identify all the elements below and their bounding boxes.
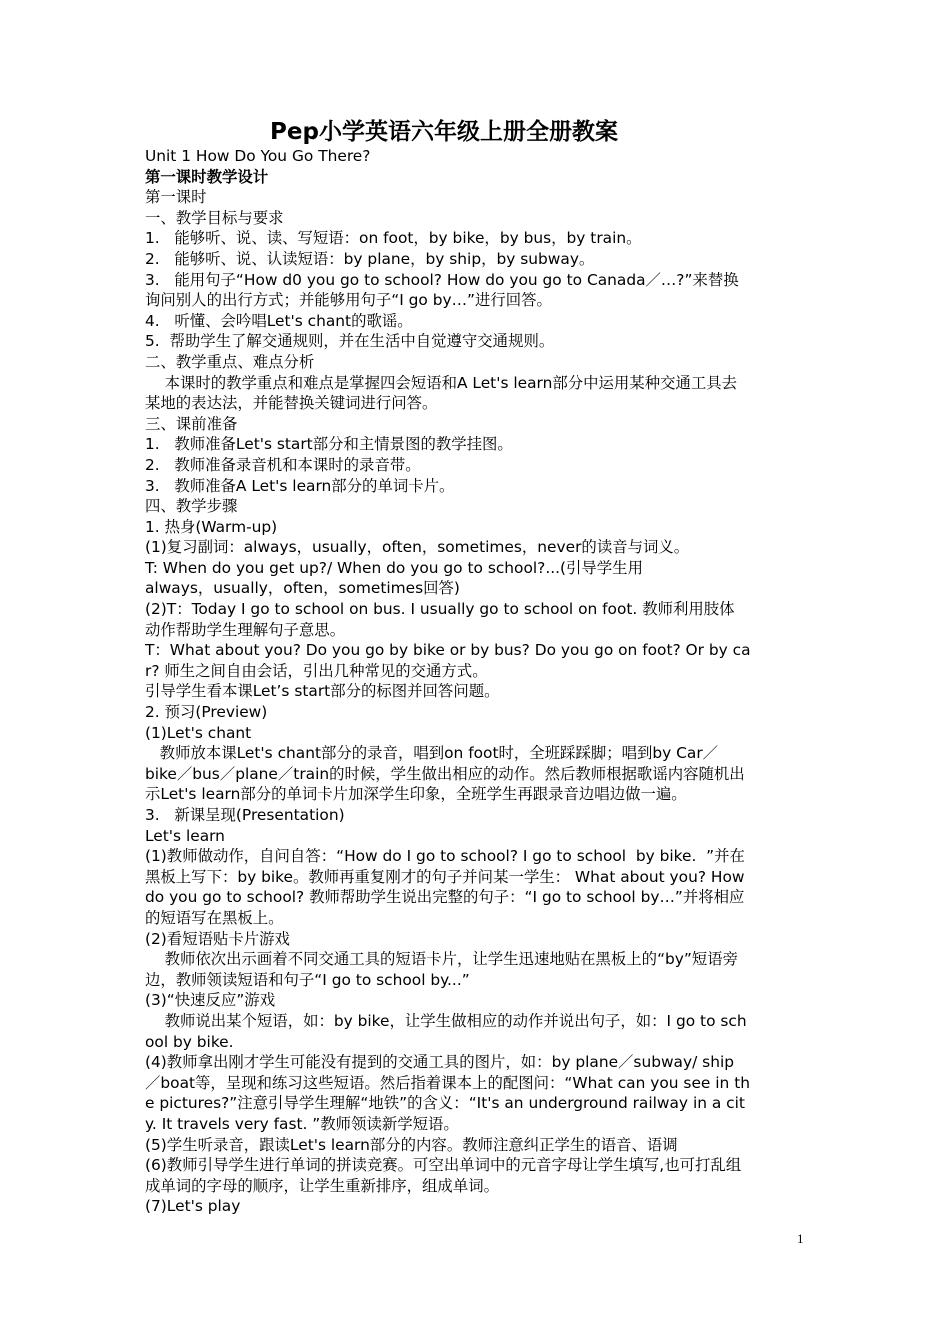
text-line: 3. 教师准备A Let's learn部分的单词卡片。 bbox=[145, 476, 455, 495]
text-line: 4. 听懂、会吟唱Let's chant的歌谣。 bbox=[145, 311, 413, 330]
lesson-label: 第一课时 bbox=[145, 188, 207, 207]
text-line: 本课时的教学重点和难点是掌握四会短语和A Let's learn部分中运用某种交通工具去 bbox=[145, 373, 738, 392]
section-heading: 二、教学重点、难点分析 bbox=[145, 352, 315, 371]
text-line: 某地的表达法，并能替换关键词进行问答。 bbox=[145, 394, 438, 413]
text-line: 黑板上写下：by bike。教师再重复刚才的句子并问某一学生： What about you? How bbox=[145, 867, 745, 886]
text-line: 1. 热身(Warm-up) bbox=[145, 517, 278, 536]
text-line: 边，教师领读短语和句子“I go to school by...” bbox=[145, 970, 470, 989]
text-line: ／boat等，呈现和练习这些短语。然后指着课本上的配图问：“What can you see in th bbox=[145, 1073, 750, 1092]
text-line: 的短语写在黑板上。 bbox=[145, 908, 284, 927]
text-line: (6)教师引导学生进行单词的拼读竞赛。可空出单词中的元音字母让学生填写,也可打乱组 bbox=[145, 1156, 742, 1175]
text-line: 示Let's learn部分的单词卡片加深学生印象，全班学生再跟录音边唱边做一遍。 bbox=[145, 785, 687, 804]
text-line: e pictures?”注意引导学生理解“地铁”的含义：“It's an underground railway in a cit bbox=[145, 1094, 745, 1113]
text-line: r? 师生之间自由会话，引出几种常见的交通方式。 bbox=[145, 661, 488, 680]
text-line: 2. 能够听、说、认读短语：by plane，by ship，by subway。 bbox=[145, 249, 595, 268]
text-line: 3. 能用句子“How d0 you go to school? How do you go to Canada／…?”来替换 bbox=[145, 270, 739, 289]
text-line: 2. 预习(Preview) bbox=[145, 703, 268, 722]
text-line: (2)T：Today I go to school on bus. I usually go to school on foot. 教师利用肢体 bbox=[145, 600, 735, 619]
text-line: 动作帮助学生理解句子意思。 bbox=[145, 620, 346, 639]
text-line: (1)教师做动作，自问自答：“How do I go to school? I go to school by bike. ”并在 bbox=[145, 847, 745, 866]
text-line: 1. 教师准备Let's start部分和主情景图的教学挂图。 bbox=[145, 435, 513, 454]
text-line: 教师依次出示画着不同交通工具的短语卡片，让学生迅速地贴在黑板上的“by”短语旁 bbox=[145, 950, 739, 969]
text-line: ool by bike. bbox=[145, 1032, 234, 1051]
text-line: (5)学生听录音，跟读Let's learn部分的内容。教师注意纠正学生的语音、语调 bbox=[145, 1135, 678, 1154]
text-line: 询问别人的出行方式；并能够用句子“I go by…”进行回答。 bbox=[145, 291, 552, 310]
text-line: 1. 能够听、说、读、写短语：on foot，by bike，by bus，by train。 bbox=[145, 229, 642, 248]
text-line: (1)复习副词：always，usually，often，sometimes，never的读音与词义。 bbox=[145, 538, 690, 557]
text-line: 教师放本课Let's chant部分的录音，唱到on foot时，全班踩踩脚；唱到by Car／ bbox=[145, 744, 719, 763]
text-line: (7)Let's play bbox=[145, 1197, 241, 1216]
text-line: always，usually，often，sometimes回答) bbox=[145, 579, 460, 598]
text-line: y. It travels very fast. ”教师领读新学短语。 bbox=[145, 1114, 459, 1133]
text-line: (1)Let's chant bbox=[145, 723, 252, 742]
text-line: T：What about you? Do you go by bike or by bus? Do you go on foot? Or by ca bbox=[145, 641, 751, 660]
text-line: 引导学生看本课Let’s start部分的标图并回答问题。 bbox=[145, 682, 500, 701]
document-body bbox=[145, 146, 813, 1217]
text-line: Let's learn bbox=[145, 826, 225, 845]
text-line: (2)看短语贴卡片游戏 bbox=[145, 929, 290, 948]
text-line: bike／bus／plane／train的时候，学生做出相应的动作。然后教师根据歌谣内容随机出 bbox=[145, 764, 745, 783]
text-line: 成单词的字母的顺序，让学生重新排序，组成单词。 bbox=[145, 1176, 499, 1195]
section-heading: 一、教学目标与要求 bbox=[145, 208, 284, 227]
text-line: do you go to school? 教师帮助学生说出完整的句子：“I go to school by…”并将相应 bbox=[145, 888, 745, 907]
lesson-design-heading: 第一课时教学设计 bbox=[145, 167, 269, 186]
text-line: 教师说出某个短语，如：by bike，让学生做相应的动作并说出句子，如：I go to sch bbox=[145, 1011, 747, 1030]
text-line: 3. 新课呈现(Presentation) bbox=[145, 806, 345, 824]
text-line: T: When do you get up?/ When do you go to school?...(引导学生用 bbox=[145, 558, 643, 577]
page-number: 1 bbox=[797, 1231, 804, 1246]
unit-heading: Unit 1 How Do You Go There? bbox=[145, 147, 371, 165]
section-heading: 四、教学步骤 bbox=[145, 497, 238, 516]
text-line: (3)“快速反应”游戏 bbox=[145, 991, 276, 1010]
document-title: Pep小学英语六年级上册全册教案 bbox=[270, 119, 618, 145]
text-line: (4)教师拿出刚才学生可能没有提到的交通工具的图片，如：by plane／subway/ ship bbox=[145, 1053, 734, 1072]
text-line: 5. 帮助学生了解交通规则，并在生活中自觉遵守交通规则。 bbox=[145, 332, 555, 351]
section-heading: 三、课前准备 bbox=[145, 414, 238, 433]
text-line: 2. 教师准备录音机和本课时的录音带。 bbox=[145, 455, 421, 474]
